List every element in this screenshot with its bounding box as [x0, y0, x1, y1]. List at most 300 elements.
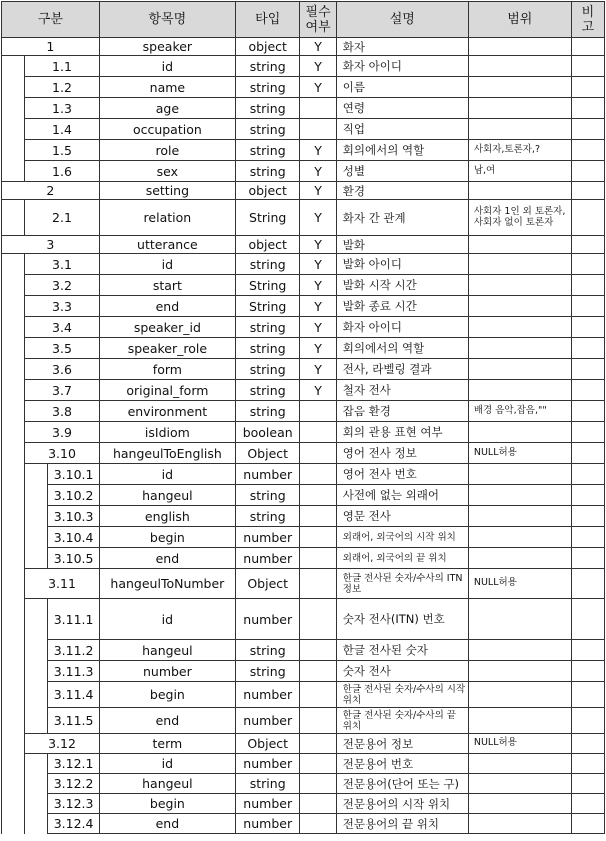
item-type: Object — [235, 569, 300, 599]
header-note-text: 비고 — [581, 4, 595, 35]
indent-cell — [2, 640, 25, 661]
indent-cell — [2, 380, 25, 401]
item-description: 전사, 라벨링 결과 — [336, 359, 468, 380]
item-note — [571, 98, 604, 119]
item-type: string — [235, 119, 300, 140]
item-note — [571, 422, 604, 443]
item-note — [571, 77, 604, 98]
indent-cell — [2, 527, 25, 548]
item-name: hangeulToEnglish — [99, 443, 235, 464]
item-description: 발화 시작 시간 — [336, 275, 468, 296]
indent-cell — [2, 734, 25, 754]
indent-cell — [2, 569, 25, 599]
item-description: 전문용어의 끝 위치 — [336, 814, 468, 834]
item-range — [468, 338, 571, 359]
item-description: 영문 전사 — [336, 506, 468, 527]
item-description: 숫자 전사 — [336, 661, 468, 682]
item-name: begin — [99, 794, 235, 814]
category-number: 3.8 — [25, 401, 100, 422]
table-row — [2, 236, 605, 254]
indent-cell — [2, 296, 25, 317]
table-row — [2, 640, 605, 661]
table-row — [2, 443, 605, 464]
item-name: name — [99, 77, 235, 98]
item-note — [571, 599, 604, 640]
item-type: string — [235, 359, 300, 380]
item-description: 영어 전사 정보 — [336, 443, 468, 464]
table-row — [2, 317, 605, 338]
table-row — [2, 422, 605, 443]
category-number: 3.12.2 — [48, 774, 99, 794]
indent-cell — [2, 443, 25, 464]
indent-cell — [2, 77, 25, 98]
table-row — [2, 77, 605, 98]
item-range — [468, 119, 571, 140]
item-type: string — [235, 77, 300, 98]
header-type: 타입 — [235, 2, 300, 38]
item-type: String — [235, 275, 300, 296]
required-flag — [300, 422, 336, 443]
item-range — [468, 754, 571, 774]
required-flag: Y — [300, 38, 336, 56]
table-row — [2, 401, 605, 422]
item-type: String — [235, 296, 300, 317]
item-note — [571, 734, 604, 754]
category-number: 3.10.5 — [48, 548, 99, 569]
indent-cell — [2, 401, 25, 422]
required-flag: Y — [300, 200, 336, 236]
category-number: 3.9 — [25, 422, 100, 443]
item-name: end — [99, 708, 235, 734]
table-row — [2, 774, 605, 794]
item-description: 철자 전사 — [336, 380, 468, 401]
item-range — [468, 506, 571, 527]
indent-cell — [2, 98, 25, 119]
required-flag — [300, 640, 336, 661]
item-range — [468, 296, 571, 317]
item-name: number — [99, 661, 235, 682]
item-range — [468, 77, 571, 98]
item-type: number — [235, 794, 300, 814]
category-number: 1.2 — [25, 77, 100, 98]
category-number: 3.11.4 — [48, 682, 99, 708]
item-name: id — [99, 464, 235, 485]
item-type: object — [235, 236, 300, 254]
item-note — [571, 275, 604, 296]
item-description: 이름 — [336, 77, 468, 98]
indent-cell — [25, 464, 48, 485]
table-row — [2, 661, 605, 682]
item-note — [571, 506, 604, 527]
table-row — [2, 734, 605, 754]
item-note — [571, 119, 604, 140]
item-note — [571, 200, 604, 236]
item-description: 연령 — [336, 98, 468, 119]
item-range — [468, 548, 571, 569]
item-type: string — [235, 56, 300, 77]
item-name: begin — [99, 527, 235, 548]
item-range — [468, 640, 571, 661]
indent-cell — [25, 754, 48, 774]
item-description: 화자 간 관계 — [336, 200, 468, 236]
category-number: 3.10.1 — [48, 464, 99, 485]
item-type: number — [235, 464, 300, 485]
indent-cell — [25, 661, 48, 682]
indent-cell — [2, 464, 25, 485]
item-name: sex — [99, 161, 235, 182]
item-type: String — [235, 200, 300, 236]
table-row — [2, 569, 605, 599]
table-row — [2, 548, 605, 569]
header-category: 구분 — [2, 2, 100, 38]
indent-cell — [2, 548, 25, 569]
required-flag: Y — [300, 56, 336, 77]
item-range — [468, 275, 571, 296]
required-flag — [300, 599, 336, 640]
category-number: 3.2 — [25, 275, 100, 296]
item-description: 화자 아이디 — [336, 56, 468, 77]
required-flag — [300, 661, 336, 682]
item-range — [468, 38, 571, 56]
required-flag: Y — [300, 182, 336, 200]
table-row — [2, 182, 605, 200]
item-type: string — [235, 661, 300, 682]
item-note — [571, 296, 604, 317]
category-number: 3.3 — [25, 296, 100, 317]
table-row — [2, 140, 605, 161]
item-description: 발화 아이디 — [336, 254, 468, 275]
indent-cell — [2, 794, 25, 814]
indent-cell — [2, 814, 25, 834]
item-description: 사전에 없는 외래어 — [336, 485, 468, 506]
item-description: 성별 — [336, 161, 468, 182]
item-range — [468, 661, 571, 682]
category-number: 3.10.3 — [48, 506, 99, 527]
item-description: 직업 — [336, 119, 468, 140]
item-range: 남,여 — [468, 161, 571, 182]
required-flag: Y — [300, 161, 336, 182]
item-description: 영어 전사 번호 — [336, 464, 468, 485]
required-flag — [300, 98, 336, 119]
indent-cell — [2, 599, 25, 640]
item-description: 회의에서의 역할 — [336, 140, 468, 161]
item-range — [468, 464, 571, 485]
category-number: 3.12.1 — [48, 754, 99, 774]
item-type: string — [235, 506, 300, 527]
item-note — [571, 161, 604, 182]
item-name: isIdiom — [99, 422, 235, 443]
item-note — [571, 359, 604, 380]
item-type: string — [235, 161, 300, 182]
item-range — [468, 794, 571, 814]
indent-cell — [25, 527, 48, 548]
item-description: 발화 종료 시간 — [336, 296, 468, 317]
table-row — [2, 296, 605, 317]
indent-cell — [25, 640, 48, 661]
item-description: 외래어, 외국어의 시작 위치 — [336, 527, 468, 548]
item-range: 배경 음악,잡음,"" — [468, 401, 571, 422]
category-number: 3.11.5 — [48, 708, 99, 734]
item-description: 외래어, 외국어의 끝 위치 — [336, 548, 468, 569]
indent-cell — [2, 422, 25, 443]
indent-cell — [25, 814, 48, 834]
item-name: id — [99, 599, 235, 640]
item-description: 화자 아이디 — [336, 317, 468, 338]
item-description: 전문용어의 시작 위치 — [336, 794, 468, 814]
item-type: number — [235, 548, 300, 569]
item-description: 한글 전사된 숫자/수사의 시작 위치 — [336, 682, 468, 708]
item-range: NULL허용 — [468, 734, 571, 754]
item-note — [571, 774, 604, 794]
required-flag: Y — [300, 254, 336, 275]
item-note — [571, 814, 604, 834]
item-type: object — [235, 182, 300, 200]
item-range — [468, 56, 571, 77]
table-row — [2, 485, 605, 506]
item-name: form — [99, 359, 235, 380]
item-range — [468, 359, 571, 380]
item-description: 회의에서의 역할 — [336, 338, 468, 359]
category-number: 3.11.3 — [48, 661, 99, 682]
table-row — [2, 708, 605, 734]
item-name: term — [99, 734, 235, 754]
item-range: 사회자,토론자,? — [468, 140, 571, 161]
item-name: original_form — [99, 380, 235, 401]
category-number: 1.3 — [25, 98, 100, 119]
item-name: start — [99, 275, 235, 296]
item-type: number — [235, 599, 300, 640]
item-type: string — [235, 254, 300, 275]
item-range — [468, 774, 571, 794]
item-note — [571, 661, 604, 682]
item-range — [468, 682, 571, 708]
required-flag: Y — [300, 296, 336, 317]
indent-cell — [2, 161, 25, 182]
category-number: 3.6 — [25, 359, 100, 380]
item-note — [571, 640, 604, 661]
category-number: 1.6 — [25, 161, 100, 182]
required-flag — [300, 754, 336, 774]
item-range — [468, 422, 571, 443]
item-note — [571, 254, 604, 275]
item-name: setting — [99, 182, 235, 200]
required-flag — [300, 682, 336, 708]
item-name: hangeulToNumber — [99, 569, 235, 599]
table-row — [2, 359, 605, 380]
item-name: age — [99, 98, 235, 119]
category-number: 1.1 — [25, 56, 100, 77]
item-type: string — [235, 338, 300, 359]
category-number: 3 — [2, 236, 100, 254]
item-note — [571, 754, 604, 774]
item-name: hangeul — [99, 485, 235, 506]
item-name: hangeul — [99, 774, 235, 794]
item-range — [468, 708, 571, 734]
indent-cell — [2, 661, 25, 682]
table-row — [2, 338, 605, 359]
item-type: number — [235, 708, 300, 734]
item-name: id — [99, 754, 235, 774]
item-range — [468, 380, 571, 401]
item-range — [468, 599, 571, 640]
item-type: number — [235, 814, 300, 834]
required-flag — [300, 708, 336, 734]
item-name: relation — [99, 200, 235, 236]
table-row — [2, 506, 605, 527]
item-range: NULL허용 — [468, 443, 571, 464]
required-flag — [300, 401, 336, 422]
category-number: 3.12.4 — [48, 814, 99, 834]
required-flag: Y — [300, 359, 336, 380]
indent-cell — [25, 485, 48, 506]
header-description: 설명 — [336, 2, 468, 38]
header-note — [571, 2, 604, 38]
table-row — [2, 275, 605, 296]
item-description: 발화 — [336, 236, 468, 254]
item-description: 화자 — [336, 38, 468, 56]
category-number: 3.4 — [25, 317, 100, 338]
required-flag: Y — [300, 77, 336, 98]
item-note — [571, 182, 604, 200]
item-name: utterance — [99, 236, 235, 254]
item-note — [571, 401, 604, 422]
required-flag — [300, 548, 336, 569]
item-range: NULL허용 — [468, 569, 571, 599]
item-description: 전문용어(단어 또는 구) — [336, 774, 468, 794]
required-flag — [300, 569, 336, 599]
table-row — [2, 464, 605, 485]
table-row — [2, 380, 605, 401]
item-type: string — [235, 98, 300, 119]
required-flag: Y — [300, 317, 336, 338]
item-name: begin — [99, 682, 235, 708]
item-name: speaker — [99, 38, 235, 56]
item-type: Object — [235, 734, 300, 754]
indent-cell — [2, 506, 25, 527]
indent-cell — [25, 506, 48, 527]
item-description: 환경 — [336, 182, 468, 200]
category-number: 3.12 — [25, 734, 100, 754]
required-flag — [300, 774, 336, 794]
item-note — [571, 548, 604, 569]
item-note — [571, 569, 604, 599]
indent-cell — [2, 359, 25, 380]
indent-cell — [2, 754, 25, 774]
category-number: 2 — [2, 182, 100, 200]
item-range — [468, 527, 571, 548]
item-description: 숫자 전사(ITN) 번호 — [336, 599, 468, 640]
category-number: 3.5 — [25, 338, 100, 359]
spec-table — [1, 1, 605, 834]
required-flag — [300, 443, 336, 464]
header-required-text: 필수 여부 — [305, 4, 331, 35]
table-row — [2, 200, 605, 236]
indent-cell — [25, 794, 48, 814]
item-name: end — [99, 296, 235, 317]
item-name: speaker_role — [99, 338, 235, 359]
item-name: id — [99, 254, 235, 275]
category-number: 3.10 — [25, 443, 100, 464]
item-description: 회의 관용 표현 여부 — [336, 422, 468, 443]
category-number: 1.5 — [25, 140, 100, 161]
item-type: string — [235, 401, 300, 422]
item-type: number — [235, 754, 300, 774]
category-number: 3.11 — [25, 569, 100, 599]
item-note — [571, 485, 604, 506]
item-type: string — [235, 140, 300, 161]
required-flag: Y — [300, 275, 336, 296]
required-flag — [300, 464, 336, 485]
required-flag: Y — [300, 380, 336, 401]
table-row — [2, 161, 605, 182]
required-flag — [300, 527, 336, 548]
category-number: 3.12.3 — [48, 794, 99, 814]
item-range: 사회자 1인 외 토론자,사회자 없이 토론자 — [468, 200, 571, 236]
category-number: 3.10.4 — [48, 527, 99, 548]
indent-cell — [2, 682, 25, 708]
category-number: 3.7 — [25, 380, 100, 401]
item-range — [468, 485, 571, 506]
indent-cell — [2, 56, 25, 77]
table-row — [2, 98, 605, 119]
item-type: string — [235, 640, 300, 661]
item-note — [571, 682, 604, 708]
indent-cell — [2, 708, 25, 734]
indent-cell — [25, 682, 48, 708]
item-description: 한글 전사된 숫자/수사의 ITN 정보 — [336, 569, 468, 599]
indent-cell — [2, 774, 25, 794]
category-number: 1.4 — [25, 119, 100, 140]
indent-cell — [25, 708, 48, 734]
category-number: 3.10.2 — [48, 485, 99, 506]
indent-cell — [2, 254, 25, 275]
item-type: number — [235, 527, 300, 548]
item-type: string — [235, 317, 300, 338]
table-row — [2, 682, 605, 708]
table-row — [2, 754, 605, 774]
item-note — [571, 794, 604, 814]
indent-cell — [2, 485, 25, 506]
item-description: 한글 전사된 숫자 — [336, 640, 468, 661]
item-type: boolean — [235, 422, 300, 443]
indent-cell — [25, 548, 48, 569]
required-flag: Y — [300, 236, 336, 254]
item-range — [468, 814, 571, 834]
item-note — [571, 338, 604, 359]
header-required — [300, 2, 336, 38]
table-row — [2, 599, 605, 640]
item-type: number — [235, 682, 300, 708]
item-range — [468, 317, 571, 338]
item-note — [571, 380, 604, 401]
indent-cell — [25, 774, 48, 794]
table-row — [2, 254, 605, 275]
required-flag: Y — [300, 338, 336, 359]
indent-cell — [2, 338, 25, 359]
item-note — [571, 236, 604, 254]
category-number: 1 — [2, 38, 100, 56]
item-name: id — [99, 56, 235, 77]
item-note — [571, 527, 604, 548]
required-flag — [300, 794, 336, 814]
item-note — [571, 708, 604, 734]
item-note — [571, 38, 604, 56]
item-description: 전문용어 정보 — [336, 734, 468, 754]
required-flag — [300, 814, 336, 834]
item-name: role — [99, 140, 235, 161]
item-range — [468, 182, 571, 200]
item-name: end — [99, 814, 235, 834]
